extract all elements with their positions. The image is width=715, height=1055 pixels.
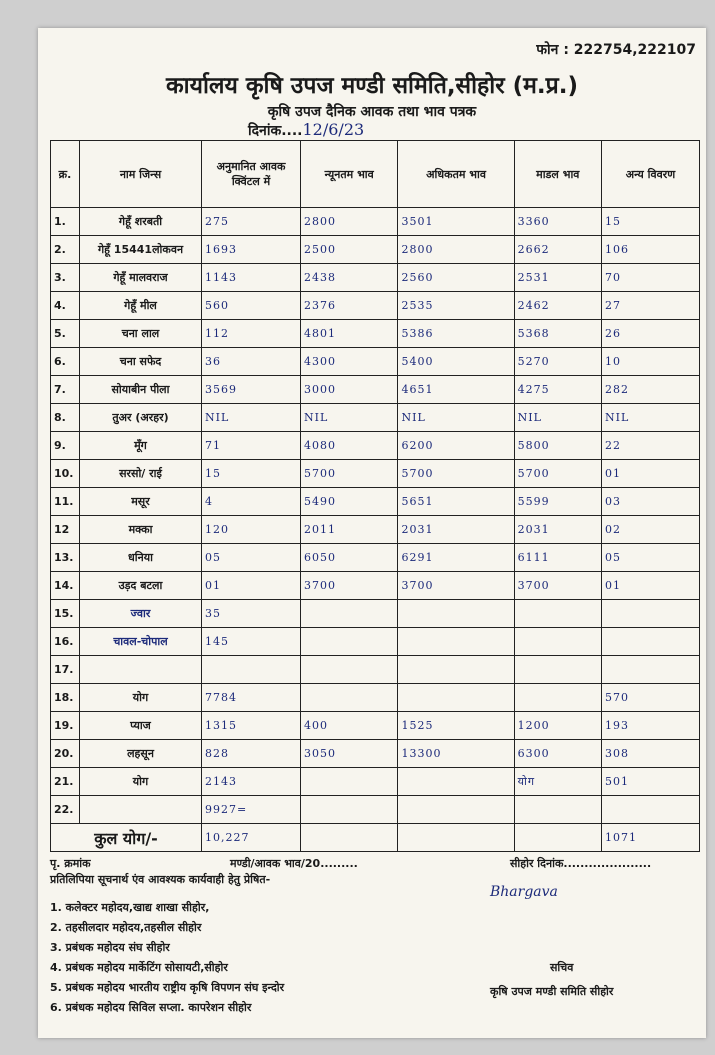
col-other: अन्य विवरण	[601, 141, 699, 208]
sn-cell: 19.	[51, 712, 80, 740]
model-price-cell: 5700	[514, 460, 601, 488]
col-sn: क्र.	[51, 141, 80, 208]
sn-cell: 17.	[51, 656, 80, 684]
sn-cell: 8.	[51, 404, 80, 432]
max-price-cell: 5651	[398, 488, 514, 516]
commodity-name: गेहूँ मील	[80, 292, 202, 320]
model-price-cell	[514, 600, 601, 628]
model-price-cell: 5800	[514, 432, 601, 460]
table-row	[51, 348, 700, 376]
arrival-cell: 560	[202, 292, 301, 320]
copy-note: प्रतिलिपिया सूचनार्थ एंव आवश्यक कार्यवाही हेतु प्रेषित-	[50, 873, 271, 886]
arrival-cell: 15	[202, 460, 301, 488]
arrival-cell: 1693	[202, 236, 301, 264]
other-cell: 308	[601, 740, 699, 768]
other-cell: 05	[601, 544, 699, 572]
min-price-cell: 4300	[301, 348, 398, 376]
commodity-name	[80, 796, 202, 824]
sn-cell: 18.	[51, 684, 80, 712]
min-price-cell	[301, 656, 398, 684]
col-model: माडल भाव	[514, 141, 601, 208]
model-price-cell: 3700	[514, 572, 601, 600]
arrival-cell: 1143	[202, 264, 301, 292]
max-price-cell: 2031	[398, 516, 514, 544]
max-price-cell: 5400	[398, 348, 514, 376]
max-price-cell: 2535	[398, 292, 514, 320]
col-min: न्यूनतम भाव	[301, 141, 398, 208]
arrival-cell: 36	[202, 348, 301, 376]
arrival-cell: 35	[202, 600, 301, 628]
max-price-cell: 13300	[398, 740, 514, 768]
table-row	[51, 656, 700, 684]
sn-cell: 13.	[51, 544, 80, 572]
sn-cell: 12	[51, 516, 80, 544]
model-price-cell: 5368	[514, 320, 601, 348]
max-price-cell: 5386	[398, 320, 514, 348]
table-row	[51, 740, 700, 768]
secretary-label: सचिव	[550, 961, 574, 974]
office-title: कार्यालय कृषि उपज मण्डी समिति,सीहोर (म.प्र.)	[166, 73, 578, 99]
model-price-cell: 2462	[514, 292, 601, 320]
other-cell	[601, 796, 699, 824]
commodity-name: ज्वार	[80, 600, 202, 628]
sn-cell: 15.	[51, 600, 80, 628]
other-cell: 282	[601, 376, 699, 404]
table-row	[51, 796, 700, 824]
min-price-cell: 3700	[301, 572, 398, 600]
arrival-cell: 145	[202, 628, 301, 656]
max-price-cell: 1525	[398, 712, 514, 740]
arrival-cell: 828	[202, 740, 301, 768]
model-price-cell	[514, 656, 601, 684]
arrival-cell: 275	[202, 208, 301, 236]
col-arrival: अनुमानित आवक क्विंटल में	[202, 141, 301, 208]
sn-cell: 16.	[51, 628, 80, 656]
min-price-cell: 3000	[301, 376, 398, 404]
arrival-cell: 05	[202, 544, 301, 572]
other-cell: 26	[601, 320, 699, 348]
commodity-name: गेहूँ 15441लोकवन	[80, 236, 202, 264]
sn-cell: 22.	[51, 796, 80, 824]
model-price-cell: 2531	[514, 264, 601, 292]
arrival-cell: 01	[202, 572, 301, 600]
min-price-cell	[301, 628, 398, 656]
committee-label: कृषि उपज मण्डी समिति सीहोर	[490, 985, 614, 998]
table-header-row	[51, 141, 700, 208]
rates-table	[50, 140, 700, 852]
document-sheet	[38, 28, 706, 1038]
model-price-cell: 2031	[514, 516, 601, 544]
commodity-name: धनिया	[80, 544, 202, 572]
commodity-name: चना लाल	[80, 320, 202, 348]
other-cell: 501	[601, 768, 699, 796]
commodity-name: योग	[80, 684, 202, 712]
other-cell: 01	[601, 460, 699, 488]
phone-number: फोन : 222754,222107	[536, 42, 696, 58]
sn-cell: 11.	[51, 488, 80, 516]
other-cell: 03	[601, 488, 699, 516]
other-cell: 02	[601, 516, 699, 544]
arrival-cell: 3569	[202, 376, 301, 404]
recipient-5: 5. प्रबंधक महोदय भारतीय राष्ट्रीय कृषि विपणन संघ इन्दोर	[50, 981, 285, 994]
min-price-cell: 2438	[301, 264, 398, 292]
min-price-cell: 400	[301, 712, 398, 740]
table-row	[51, 572, 700, 600]
max-price-cell: 6200	[398, 432, 514, 460]
total-min	[301, 824, 398, 852]
other-cell: 15	[601, 208, 699, 236]
min-price-cell: 2376	[301, 292, 398, 320]
table-row	[51, 320, 700, 348]
sn-cell: 2.	[51, 236, 80, 264]
table-row	[51, 712, 700, 740]
recipient-3: 3. प्रबंधक महोदय संघ सीहोर	[50, 941, 170, 954]
max-price-cell: NIL	[398, 404, 514, 432]
table-row	[51, 544, 700, 572]
arrival-cell: 120	[202, 516, 301, 544]
arrival-cell: 1315	[202, 712, 301, 740]
other-cell: 10	[601, 348, 699, 376]
table-row	[51, 768, 700, 796]
max-price-cell: 3700	[398, 572, 514, 600]
signature: Bhargava	[490, 884, 558, 900]
arrival-cell: 7784	[202, 684, 301, 712]
sn-cell: 3.	[51, 264, 80, 292]
commodity-name	[80, 656, 202, 684]
min-price-cell: 6050	[301, 544, 398, 572]
col-max: अधिकतम भाव	[398, 141, 514, 208]
other-cell: 570	[601, 684, 699, 712]
total-arrival: 10,227	[202, 824, 301, 852]
min-price-cell: 4080	[301, 432, 398, 460]
commodity-name: मसूर	[80, 488, 202, 516]
commodity-name: उड़द बटला	[80, 572, 202, 600]
max-price-cell: 5700	[398, 460, 514, 488]
table-row	[51, 292, 700, 320]
commodity-name: सरसो/ राई	[80, 460, 202, 488]
model-price-cell: 1200	[514, 712, 601, 740]
model-price-cell: NIL	[514, 404, 601, 432]
min-price-cell: 5490	[301, 488, 398, 516]
table-row	[51, 236, 700, 264]
max-price-cell: 6291	[398, 544, 514, 572]
model-price-cell	[514, 684, 601, 712]
table-row	[51, 376, 700, 404]
sn-cell: 14.	[51, 572, 80, 600]
mandi-ref: मण्डी/आवक भाव/20.........	[230, 857, 358, 870]
total-label: कुल योग/-	[51, 824, 202, 852]
table-row	[51, 404, 700, 432]
sn-cell: 7.	[51, 376, 80, 404]
min-price-cell: 3050	[301, 740, 398, 768]
min-price-cell: 4801	[301, 320, 398, 348]
commodity-name: चना सफेद	[80, 348, 202, 376]
other-cell: 01	[601, 572, 699, 600]
total-max	[398, 824, 514, 852]
recipient-6: 6. प्रबंधक महोदय सिविल सप्ला. कापरेशन सीहोर	[50, 1001, 252, 1014]
table-row	[51, 432, 700, 460]
model-price-cell: योग	[514, 768, 601, 796]
commodity-name: लहसून	[80, 740, 202, 768]
sn-cell: 6.	[51, 348, 80, 376]
other-cell: 70	[601, 264, 699, 292]
max-price-cell: 3501	[398, 208, 514, 236]
arrival-cell: 9927=	[202, 796, 301, 824]
arrival-cell: NIL	[202, 404, 301, 432]
model-price-cell	[514, 628, 601, 656]
sn-cell: 21.	[51, 768, 80, 796]
arrival-cell: 2143	[202, 768, 301, 796]
sn-cell: 5.	[51, 320, 80, 348]
commodity-name: मक्का	[80, 516, 202, 544]
sheet-subtitle: कृषि उपज दैनिक आवक तथा भाव पत्रक	[267, 104, 477, 120]
max-price-cell	[398, 600, 514, 628]
arrival-cell	[202, 656, 301, 684]
other-cell: NIL	[601, 404, 699, 432]
other-cell: 106	[601, 236, 699, 264]
table-row	[51, 488, 700, 516]
table-row	[51, 460, 700, 488]
ref-number: पृ. क्रमांक	[50, 857, 91, 870]
table-row	[51, 628, 700, 656]
min-price-cell	[301, 684, 398, 712]
max-price-cell	[398, 684, 514, 712]
table-row	[51, 208, 700, 236]
date-line: दिनांक....12/6/23	[248, 120, 365, 139]
recipient-1: 1. कलेक्टर महोदय,खाद्य शाखा सीहोर,	[50, 901, 210, 914]
date-label: दिनांक	[248, 123, 282, 139]
commodity-name: चावल-चोपाल	[80, 628, 202, 656]
commodity-name: सोयाबीन पीला	[80, 376, 202, 404]
min-price-cell: NIL	[301, 404, 398, 432]
other-cell	[601, 656, 699, 684]
model-price-cell: 6111	[514, 544, 601, 572]
model-price-cell: 2662	[514, 236, 601, 264]
min-price-cell	[301, 600, 398, 628]
date-value: 12/6/23	[302, 120, 365, 139]
min-price-cell: 2011	[301, 516, 398, 544]
table-row	[51, 684, 700, 712]
max-price-cell: 2800	[398, 236, 514, 264]
min-price-cell: 2800	[301, 208, 398, 236]
commodity-name: योग	[80, 768, 202, 796]
sn-cell: 1.	[51, 208, 80, 236]
model-price-cell	[514, 796, 601, 824]
sehore-date: सीहोर दिनांक.....................	[510, 857, 652, 870]
min-price-cell	[301, 768, 398, 796]
table-row	[51, 600, 700, 628]
total-row	[51, 824, 700, 852]
arrival-cell: 4	[202, 488, 301, 516]
min-price-cell	[301, 796, 398, 824]
other-cell	[601, 600, 699, 628]
commodity-name: गेहूँ मालवराज	[80, 264, 202, 292]
model-price-cell: 6300	[514, 740, 601, 768]
recipient-4: 4. प्रबंधक महोदय मार्केटिंग सोसायटी,सीहोर	[50, 961, 228, 974]
commodity-name: गेहूँ शरबती	[80, 208, 202, 236]
sn-cell: 4.	[51, 292, 80, 320]
other-cell: 193	[601, 712, 699, 740]
max-price-cell	[398, 628, 514, 656]
sn-cell: 10.	[51, 460, 80, 488]
max-price-cell	[398, 796, 514, 824]
max-price-cell: 2560	[398, 264, 514, 292]
arrival-cell: 71	[202, 432, 301, 460]
other-cell: 22	[601, 432, 699, 460]
model-price-cell: 3360	[514, 208, 601, 236]
table-body	[51, 208, 700, 852]
model-price-cell: 5599	[514, 488, 601, 516]
max-price-cell	[398, 768, 514, 796]
arrival-cell: 112	[202, 320, 301, 348]
total-other: 1071	[601, 824, 699, 852]
max-price-cell: 4651	[398, 376, 514, 404]
table-row	[51, 264, 700, 292]
recipient-2: 2. तहसीलदार महोदय,तहसील सीहोर	[50, 921, 202, 934]
total-model	[514, 824, 601, 852]
other-cell: 27	[601, 292, 699, 320]
min-price-cell: 5700	[301, 460, 398, 488]
col-name: नाम जिन्स	[80, 141, 202, 208]
sn-cell: 9.	[51, 432, 80, 460]
commodity-name: प्याज	[80, 712, 202, 740]
commodity-name: मूँग	[80, 432, 202, 460]
sn-cell: 20.	[51, 740, 80, 768]
model-price-cell: 5270	[514, 348, 601, 376]
other-cell	[601, 628, 699, 656]
table-row	[51, 516, 700, 544]
commodity-name: तुअर (अरहर)	[80, 404, 202, 432]
max-price-cell	[398, 656, 514, 684]
model-price-cell: 4275	[514, 376, 601, 404]
min-price-cell: 2500	[301, 236, 398, 264]
